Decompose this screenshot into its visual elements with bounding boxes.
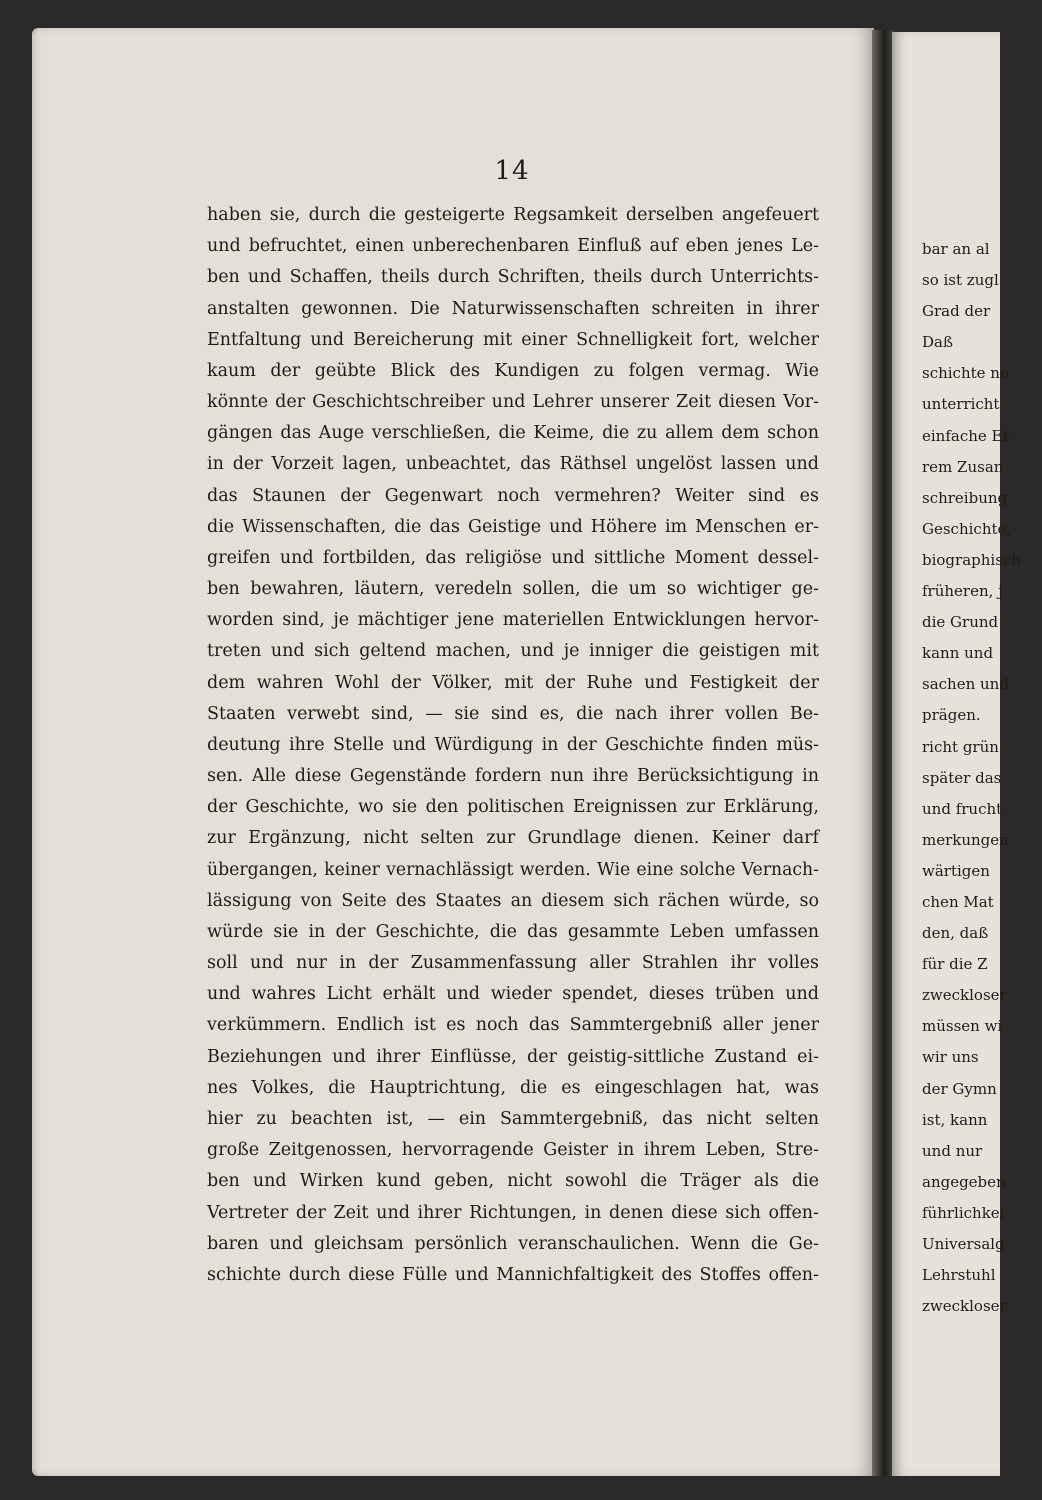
text-line: deutung ihre Stelle und Würdigung in der Geschichte finden müs- [207,734,819,755]
facing-text-line: müssen wi [922,1017,1003,1036]
text-line: das Staunen der Gegenwart noch vermehren? Weiter sind es [207,485,819,506]
text-line: ben bewahren, läutern, veredeln sollen, die um so wichtiger ge- [207,579,819,600]
body-text [207,200,819,1291]
text-line: haben sie, durch die gesteigerte Regsamkeit derselben angefeuert [207,205,819,225]
text-line: in der Vorzeit lagen, unbeachtet, das Räthsel ungelöst lassen und [207,454,819,475]
facing-text-line: bar an al [922,240,990,258]
facing-text-line: der Gymn [922,1079,997,1098]
facing-text-line: früheren, j [922,582,1003,601]
text-line: und wahres Licht erhält und wieder spendet, dieses trüben und [207,984,819,1005]
text-line: Staaten verwebt sind, — sie sind es, die nach ihrer vollen Be- [207,703,819,724]
text-line: sen. Alle diese Gegenstände fordern nun ihre Berücksichtigung in [207,766,819,787]
facing-text-line: richt grün [922,737,999,756]
facing-text-line: Grad der [922,302,991,321]
facing-text-line: zweckloser [922,986,1007,1005]
text-line: große Zeitgenossen, hervorragende Geister in ihrem Leben, Stre- [207,1140,819,1161]
text-line: Beziehungen und ihrer Einflüsse, der geistig-sittliche Zustand ei- [207,1046,819,1067]
facing-text-line: und nur [922,1141,983,1160]
facing-text-line: wir uns [922,1048,979,1067]
text-line: anstalten gewonnen. Die Naturwissenschaften schreiten in ihrer [207,298,819,319]
text-line: zur Ergänzung, nicht selten zur Grundlage dienen. Keiner darf [207,828,819,849]
text-line: schichte durch diese Fülle und Mannichfaltigkeit des Stoffes offen- [207,1264,819,1285]
facing-text-line: den, daß [922,924,989,943]
text-line: gängen das Auge verschließen, die Keime, die zu allem dem schon [207,423,819,444]
facing-text-line: sachen und [922,675,1009,694]
text-line: worden sind, je mächtiger jene materiellen Entwicklungen hervor- [207,610,819,631]
facing-text-line: chen Mat [922,892,994,911]
facing-text-line: merkungen [922,830,1009,849]
text-line: würde sie in der Geschichte, die das gesammte Leben umfassen [207,921,819,942]
facing-text-line: so ist zugl [922,271,999,290]
facing-text-line: einfache Er [922,426,1010,445]
facing-text-line: kann und [922,644,994,663]
facing-text-line: Daß [922,333,953,352]
book-gutter [872,30,894,1476]
facing-text-line: schreibung [922,488,1008,507]
text-line: baren und gleichsam persönlich veranschaulichen. Wenn die Ge- [207,1233,819,1254]
text-line: und befruchtet, einen unberechenbaren Einfluß auf eben jenes Le- [207,236,819,257]
facing-text-line: wärtigen [922,861,990,880]
facing-text-line: Geschichte, [922,519,1012,538]
facing-page-text [922,234,1042,1322]
text-line: treten und sich geltend machen, und je inniger die geistigen mit [207,641,819,662]
text-line: die Wissenschaften, die das Geistige und Höhere im Menschen er- [207,516,819,537]
facing-text-line: später das [922,768,1002,787]
page-number: 14 [494,156,530,186]
text-line: der Geschichte, wo sie den politischen Ereignissen zur Erklärung, [207,797,819,818]
facing-text-line: und frucht [922,799,1003,818]
facing-text-line: zweckloser [922,1297,1007,1316]
facing-text-line: biographisch [922,550,1021,569]
text-line: Vertreter der Zeit und ihrer Richtungen, in denen diese sich offen- [207,1202,819,1223]
facing-text-line: prägen. [922,706,981,725]
facing-text-line: Lehrstuhl [922,1266,996,1285]
facing-text-line: die Grund [922,613,999,632]
text-line: lässigung von Seite des Staates an diesem sich rächen würde, so [207,890,819,911]
facing-text-line: ist, kann [922,1110,988,1129]
text-line: verkümmern. Endlich ist es noch das Sammtergebniß aller jener [207,1015,819,1036]
facing-text-line: angegeben [922,1172,1006,1191]
facing-text-line: schichte no [922,364,1009,383]
text-line: greifen und fortbilden, das religiöse und sittliche Moment dessel- [207,547,819,568]
text-line: kaum der geübte Blick des Kundigen zu folgen vermag. Wie [207,360,819,381]
text-line: soll und nur in der Zusammenfassung aller Strahlen ihr volles [207,953,819,974]
facing-text-line: unterricht [922,395,1000,414]
text-line: ben und Schaffen, theils durch Schriften, theils durch Unterrichts- [207,267,819,288]
text-line: ben und Wirken kund geben, nicht sowohl die Träger als die [207,1171,819,1192]
text-line: übergangen, keiner vernachlässigt werden. Wie eine solche Vernach- [207,859,819,880]
facing-text-line: Universalg [922,1235,1005,1253]
facing-page [892,32,1021,1476]
text-line: könnte der Geschichtschreiber und Lehrer unserer Zeit diesen Vor- [207,392,819,413]
text-line: hier zu beachten ist, — ein Sammtergebniß, das nicht selten [207,1108,819,1129]
text-line: dem wahren Wohl der Völker, mit der Ruhe und Festigkeit der [207,672,819,693]
facing-text-line: für die Z [922,955,988,974]
text-line: Entfaltung und Bereicherung mit einer Schnelligkeit fort, welcher [207,329,819,350]
facing-text-line: rem Zusan [922,457,1004,476]
text-line: nes Volkes, die Hauptrichtung, die es eingeschlagen hat, was [207,1077,819,1098]
facing-text-line: führlichkei [922,1203,1005,1222]
